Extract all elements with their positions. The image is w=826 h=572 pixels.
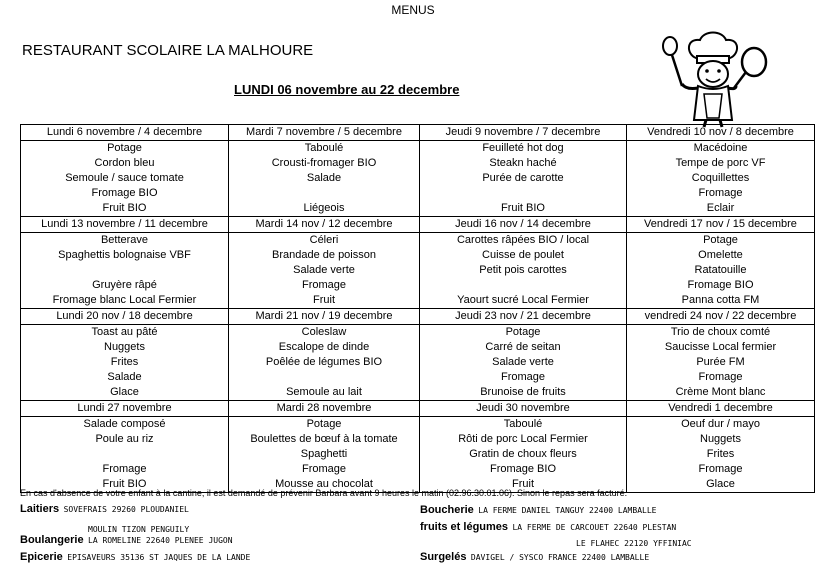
menu-item: Trio de choux comté: [670, 326, 771, 338]
day-menu: [627, 141, 815, 217]
day-header: Lundi 20 nov / 18 decembre: [21, 309, 229, 325]
day-header: vendredi 24 nov / 22 decembre: [627, 309, 815, 325]
menu-item: Céleri: [309, 234, 339, 246]
day-menu: [21, 325, 229, 401]
menu-item: Potage: [107, 142, 142, 154]
menu-item: Toast au pâté: [91, 326, 158, 338]
day-header: Jeudi 9 novembre / 7 decembre: [420, 125, 627, 141]
menu-item: Escalope de dinde: [278, 341, 370, 353]
day-header: Mardi 7 novembre / 5 decembre: [229, 125, 420, 141]
menu-item: Fromage BIO: [489, 463, 557, 475]
menu-item: Gratin de choux fleurs: [469, 448, 577, 460]
menu-item: Yaourt sucré Local Fermier: [457, 294, 589, 306]
menu-item: Liégeois: [303, 202, 345, 214]
menu-item: Salade composé: [83, 418, 166, 430]
menu-period: LUNDI 06 novembre au 22 decembre: [234, 82, 460, 97]
supplier-surgeles: [420, 547, 649, 565]
week-menu-row: [21, 141, 815, 217]
menu-item: Taboulé: [503, 418, 543, 430]
week-header-row: [21, 125, 815, 141]
supplier-value: MOULIN TIZON PENGUILY: [88, 525, 190, 534]
menu-item: Tempe de porc VF: [675, 157, 766, 169]
menu-item: Nuggets: [104, 341, 145, 353]
menu-item: Fruit BIO: [500, 202, 545, 214]
menu-item: Gruyère râpé: [92, 279, 157, 291]
day-menu: [21, 141, 229, 217]
menu-item: Omelette: [698, 249, 743, 261]
menu-item: Fromage: [698, 463, 743, 475]
supplier-value: EPISAVEURS 35136 ST JAQUES DE LA LANDE: [67, 553, 251, 562]
supplier-label: fruits et légumes: [420, 521, 509, 533]
menu-item: Fromage: [102, 463, 147, 475]
menu-item: Boulettes de bœuf à la tomate: [250, 433, 398, 445]
menu-item: Salade: [107, 371, 142, 383]
week-menu-row: [21, 417, 815, 493]
day-menu: [229, 325, 420, 401]
day-header: Jeudi 23 nov / 21 decembre: [420, 309, 627, 325]
week-header-row: [21, 309, 815, 325]
week-header-row: [21, 217, 815, 233]
day-header: Jeudi 30 novembre: [420, 401, 627, 417]
day-menu: [627, 325, 815, 401]
menu-item: Mousse au chocolat: [275, 478, 373, 490]
day-menu: [627, 417, 815, 493]
menu-item: Coquillettes: [691, 172, 750, 184]
day-menu: [627, 233, 815, 309]
menu-item: [231, 370, 417, 385]
menu-item: Fromage: [301, 279, 347, 291]
menu-item: Oeuf dur / mayo: [681, 418, 760, 430]
menu-item: Fruit BIO: [102, 202, 147, 214]
menu-item: Purée FM: [696, 356, 745, 368]
menu-item: Carré de seitan: [485, 341, 561, 353]
day-header: Mardi 28 novembre: [229, 401, 420, 417]
menu-item: Fromage: [698, 187, 743, 199]
menu-item: Cordon bleu: [94, 157, 155, 169]
menu-item: Nuggets: [700, 433, 741, 445]
day-menu: [420, 417, 627, 493]
menu-item: Eclair: [706, 202, 735, 214]
supplier-boucherie: [420, 500, 656, 518]
supplier-boulangerie: [20, 530, 233, 548]
menu-item: Fromage: [301, 463, 347, 475]
menu-item: Semoule au lait: [286, 386, 362, 398]
day-menu: [229, 233, 420, 309]
week-menu-row: [21, 233, 815, 309]
menu-table: [20, 124, 815, 493]
day-menu: [420, 141, 627, 217]
menu-item: Fromage: [500, 371, 546, 383]
menu-item: Glace: [706, 478, 735, 490]
day-header: Vendredi 10 nov / 8 decembre: [627, 125, 815, 141]
menu-item: Glace: [110, 386, 139, 398]
supplier-value: LA ROMELINE 22640 PLENEE JUGON: [88, 536, 233, 545]
day-menu: [420, 233, 627, 309]
menu-item: Fromage BIO: [91, 187, 158, 199]
menu-item: Spaghettis bolognaise VBF: [58, 249, 191, 261]
menu-item: Cuisse de poulet: [482, 249, 564, 261]
menu-item: Frites: [110, 356, 139, 368]
menu-item: Petit pois carottes: [479, 264, 567, 276]
menu-item: Semoule / sauce tomate: [65, 172, 184, 184]
menu-item: Purée de carotte: [482, 172, 564, 184]
menu-item: Fruit: [313, 294, 335, 306]
menu-item: [23, 263, 226, 278]
chef-illustration: [656, 28, 776, 128]
menu-item: Saucisse Local fermier: [664, 341, 777, 353]
supplier-laitiers: [20, 499, 189, 517]
supplier-label: Boucherie: [420, 504, 474, 516]
day-header: Vendredi 1 decembre: [627, 401, 815, 417]
menu-item: Rôti de porc Local Fermier: [458, 433, 588, 445]
menu-item: Poule au riz: [95, 433, 154, 445]
menu-item: Salade verte: [293, 264, 355, 276]
menu-item: Ratatouille: [694, 264, 747, 276]
menu-item: Taboulé: [304, 142, 344, 154]
day-header: Lundi 6 novembre / 4 decembre: [21, 125, 229, 141]
day-header: Vendredi 17 nov / 15 decembre: [627, 217, 815, 233]
menu-item: Feuilleté hot dog: [482, 142, 564, 154]
document-title: MENUS: [391, 3, 435, 17]
menu-item: Spaghetti: [300, 448, 348, 460]
supplier-value: LE FLAHEC 22120 YFFINIAC: [576, 539, 692, 548]
menu-item: Brunoise de fruits: [480, 386, 566, 398]
menu-item: Crousti-fromager BIO: [271, 157, 377, 169]
menu-item: Potage: [306, 418, 342, 430]
supplier-label: Boulangerie: [20, 534, 84, 546]
menu-item: Carottes râpées BIO / local: [456, 234, 590, 246]
supplier-label: Laitiers: [20, 503, 60, 515]
week-menu-row: [21, 325, 815, 401]
day-menu: [229, 417, 420, 493]
menu-item: [23, 447, 226, 462]
supplier-label: Surgelés: [420, 551, 467, 563]
menu-item: Potage: [505, 326, 541, 338]
week-header-row: [21, 401, 815, 417]
supplier-label: Epicerie: [20, 551, 63, 563]
menu-item: Coleslaw: [301, 326, 347, 338]
day-menu: [420, 325, 627, 401]
menu-item: Potage: [703, 234, 738, 246]
menu-item: Steakn haché: [489, 157, 557, 169]
menu-item: Fromage: [698, 371, 743, 383]
menu-item: Betterave: [100, 234, 149, 246]
day-menu: [21, 417, 229, 493]
menu-item: Brandade de poisson: [272, 249, 376, 261]
menu-item: Panna cotta FM: [681, 294, 760, 306]
menu-item: [422, 186, 624, 201]
restaurant-name: RESTAURANT SCOLAIRE LA MALHOURE: [22, 42, 314, 59]
menu-item: [231, 186, 417, 201]
day-header: Lundi 13 novembre / 11 decembre: [21, 217, 229, 233]
menu-item: Fruit BIO: [102, 478, 147, 490]
day-header: Mardi 21 nov / 19 decembre: [229, 309, 420, 325]
day-header: Jeudi 16 nov / 14 decembre: [420, 217, 627, 233]
menu-item: Fruit: [512, 478, 534, 490]
day-menu: [21, 233, 229, 309]
supplier-epicerie: [20, 547, 250, 565]
menu-item: Macédoine: [693, 142, 748, 154]
menu-item: Frites: [706, 448, 735, 460]
day-menu: [229, 141, 420, 217]
supplier-value: DAVIGEL / SYSCO FRANCE 22400 LAMBALLE: [470, 553, 650, 562]
supplier-value: SOVEFRAIS 29260 PLOUDANIEL: [63, 505, 189, 514]
menu-item: Poêlée de légumes BIO: [265, 356, 383, 368]
supplier-value: LA FERME DE CARCOUET 22640 PLESTAN: [512, 523, 677, 532]
absence-note: En cas d'absence de votre enfant à la cantine, il est demandé de prévenir Barbara avant 9 heures le matin (02.96.30.01.06). Sinon le repas sera facturé.: [20, 488, 628, 498]
menu-item: Salade verte: [492, 356, 554, 368]
menu-item: [422, 278, 624, 293]
day-header: Lundi 27 novembre: [21, 401, 229, 417]
supplier-value: LA FERME DANIEL TANGUY 22400 LAMBALLE: [478, 506, 657, 515]
menu-item: Fromage blanc Local Fermier: [52, 294, 197, 306]
day-header: Mardi 14 nov / 12 decembre: [229, 217, 420, 233]
menu-item: Salade: [306, 172, 342, 184]
menu-item: Fromage BIO: [687, 279, 754, 291]
menu-item: Crème Mont blanc: [675, 386, 766, 398]
